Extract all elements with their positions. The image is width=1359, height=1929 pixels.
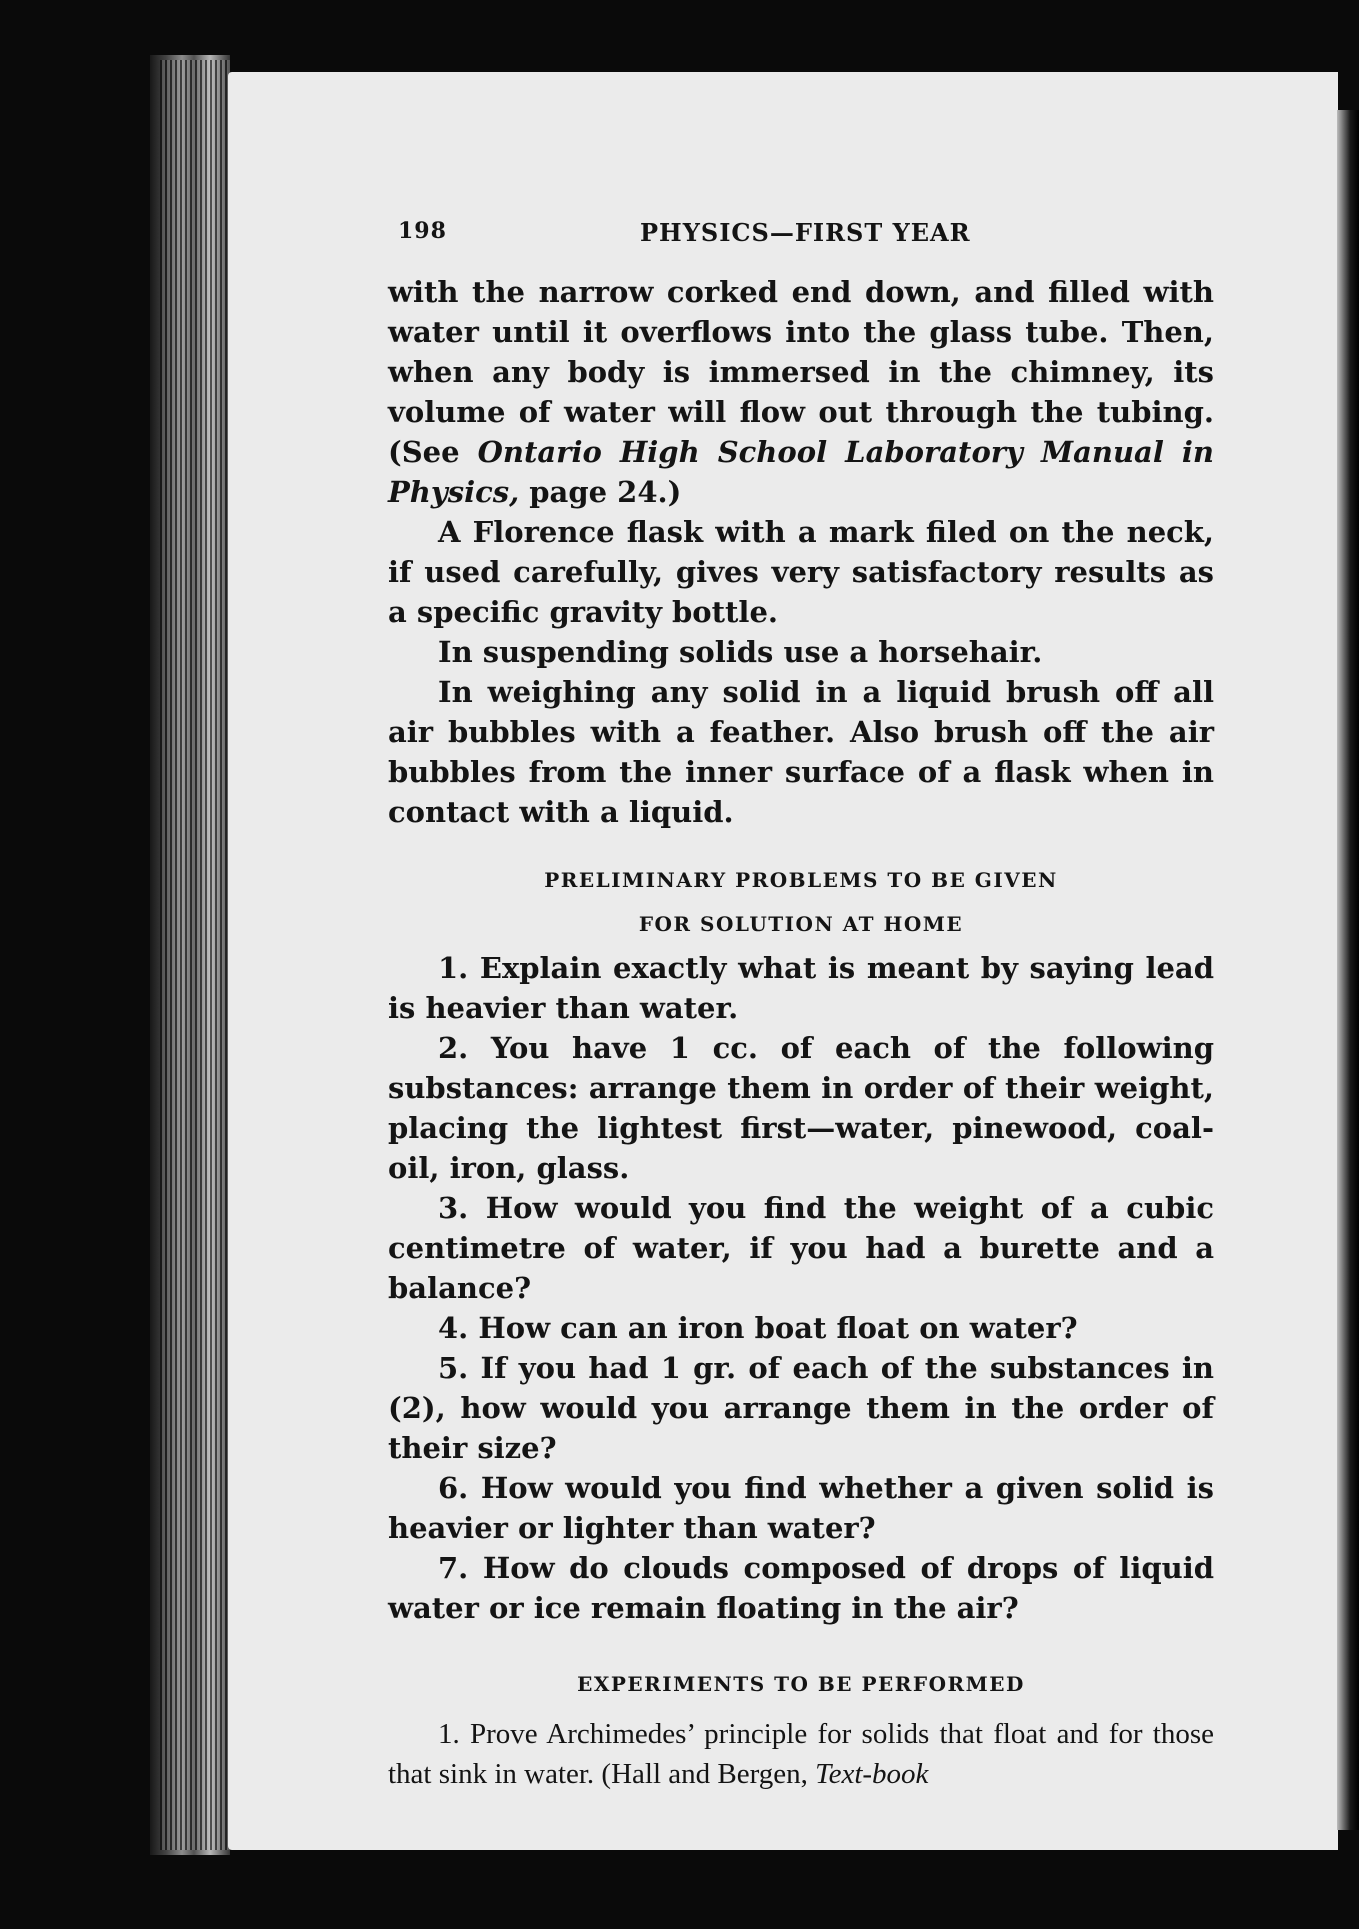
page-edges: [160, 60, 230, 1850]
page-number: 198: [398, 218, 447, 244]
paragraph-florence-flask: A Florence flask with a mark filed on the neck, if used carefully, gives very satisfactory results as a specific gravity bottle.: [388, 515, 1214, 629]
running-head: [388, 210, 1214, 250]
book-title-italic: Ontario High School: [477, 435, 828, 469]
problem-item: 1. Explain exactly what is meant by saying lead is heavier than water.: [388, 951, 1214, 1025]
problem-item: 7. How do clouds composed of drops of liquid water or ice remain floating in the air?: [388, 1551, 1214, 1625]
paragraph-weighing: In weighing any solid in a liquid brush off all air bubbles with a feather. Also brush off the air bubbles from the inner surface of a flask when in contact with a liquid.: [388, 675, 1214, 829]
book-title-italic: Laboratory Manual in Physics,: [388, 435, 1214, 509]
page-content: [388, 210, 1214, 1794]
problem-item: 6. How would you find whether a given solid is heavier or lighter than water?: [388, 1471, 1214, 1545]
experiment-italic: Text-book: [815, 1758, 929, 1790]
paragraph-line: flow out through the tubing. (See: [388, 395, 1214, 469]
paragraph-line: until it overflows into the glass tube. Then, when any: [388, 315, 1214, 389]
paragraph-continued: [388, 272, 1214, 512]
paragraph-line: body is immersed in the chimney, its volume of water will: [388, 355, 1214, 429]
experiment-text: 1. Prove Archimedes’ principle for solids that float and for those that sink in water. (Hall and Bergen,: [388, 1718, 1214, 1790]
paragraph-line: with the narrow corked end down, and filled with water: [388, 275, 1214, 349]
preliminary-heading-line1: PRELIMINARY PROBLEMS TO BE GIVEN: [544, 868, 1058, 892]
experiments-heading: EXPERIMENTS TO BE PERFORMED: [577, 1672, 1025, 1696]
problem-item: 3. How would you find the weight of a cubic centimetre of water, if you had a burette and a balance?: [388, 1191, 1214, 1305]
problem-item: 4. How can an iron boat float on water?: [438, 1311, 1078, 1345]
experiments-heading-block: [388, 1662, 1214, 1706]
running-title: PHYSICS—FIRST YEAR: [640, 218, 971, 247]
problem-item: 2. You have 1 cc. of each of the following substances: arrange them in order of their weight, placing the lightest first—water, pinewood, coal-oil, iron, glass.: [388, 1031, 1214, 1185]
right-page-edge: [1337, 110, 1359, 1830]
preliminary-heading: [388, 858, 1214, 946]
paragraph-horsehair: In suspending solids use a horsehair.: [438, 635, 1043, 669]
problem-item: 5. If you had 1 gr. of each of the substances in (2), how would you arrange them in the order of their size?: [388, 1351, 1214, 1465]
preliminary-heading-line2: FOR SOLUTION AT HOME: [638, 912, 964, 936]
head-spacer: [388, 250, 1214, 272]
page-reference: page 24.): [519, 475, 682, 509]
experiment-item: [388, 1714, 1214, 1794]
